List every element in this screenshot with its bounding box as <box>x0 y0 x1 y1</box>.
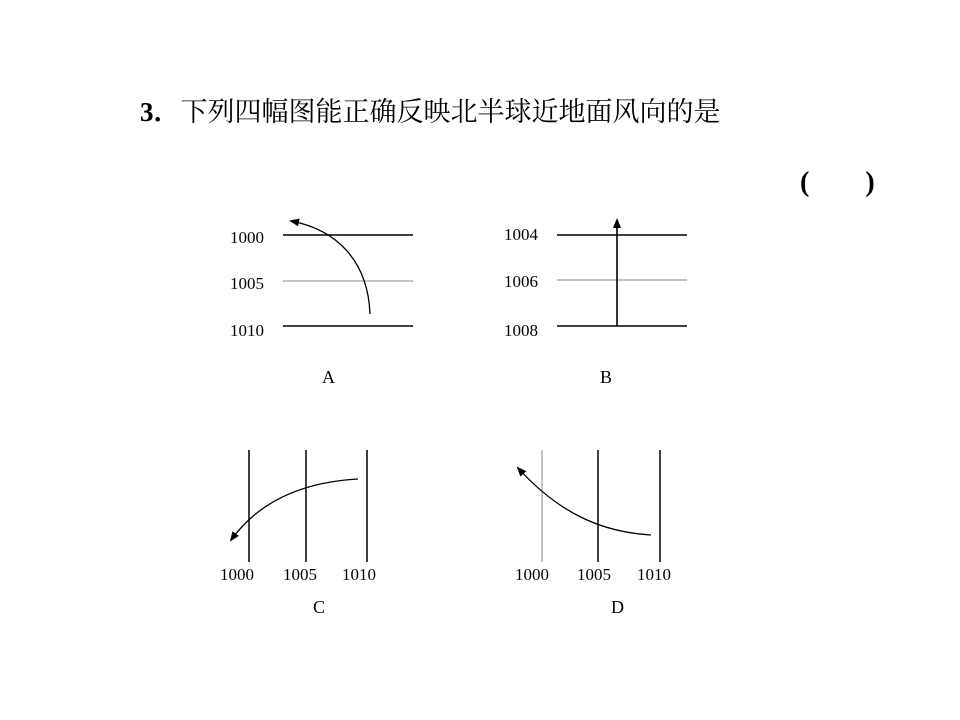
isobar-label: 1005 <box>283 565 317 584</box>
isobar-label: 1004 <box>504 225 538 244</box>
isobar-label: 1006 <box>504 272 538 291</box>
wind-arrow <box>518 468 651 535</box>
panel-c[interactable] <box>220 450 376 617</box>
panel-label: A <box>322 367 335 387</box>
isobar-label: 1005 <box>230 274 264 293</box>
isobar-label: 1000 <box>220 565 254 584</box>
panel-a[interactable] <box>230 221 413 387</box>
answer-blank[interactable]: ( ) <box>800 167 875 198</box>
isobar-label: 1010 <box>230 321 264 340</box>
panel-d[interactable] <box>515 450 671 617</box>
isobar-label: 1000 <box>515 565 549 584</box>
isobar-label: 1010 <box>637 565 671 584</box>
isobar-label: 1000 <box>230 228 264 247</box>
isobar-label: 1010 <box>342 565 376 584</box>
panel-label: B <box>600 367 613 387</box>
panel-b[interactable] <box>504 220 687 387</box>
isobar-label: 1008 <box>504 321 538 340</box>
panel-label: D <box>611 597 624 617</box>
question-number: 3． <box>140 97 181 127</box>
wind-arrow <box>231 479 358 540</box>
panel-label: C <box>313 597 326 617</box>
question-text: 下列四幅图能正确反映北半球近地面风向的是 <box>180 97 721 128</box>
isobar-label: 1005 <box>577 565 611 584</box>
